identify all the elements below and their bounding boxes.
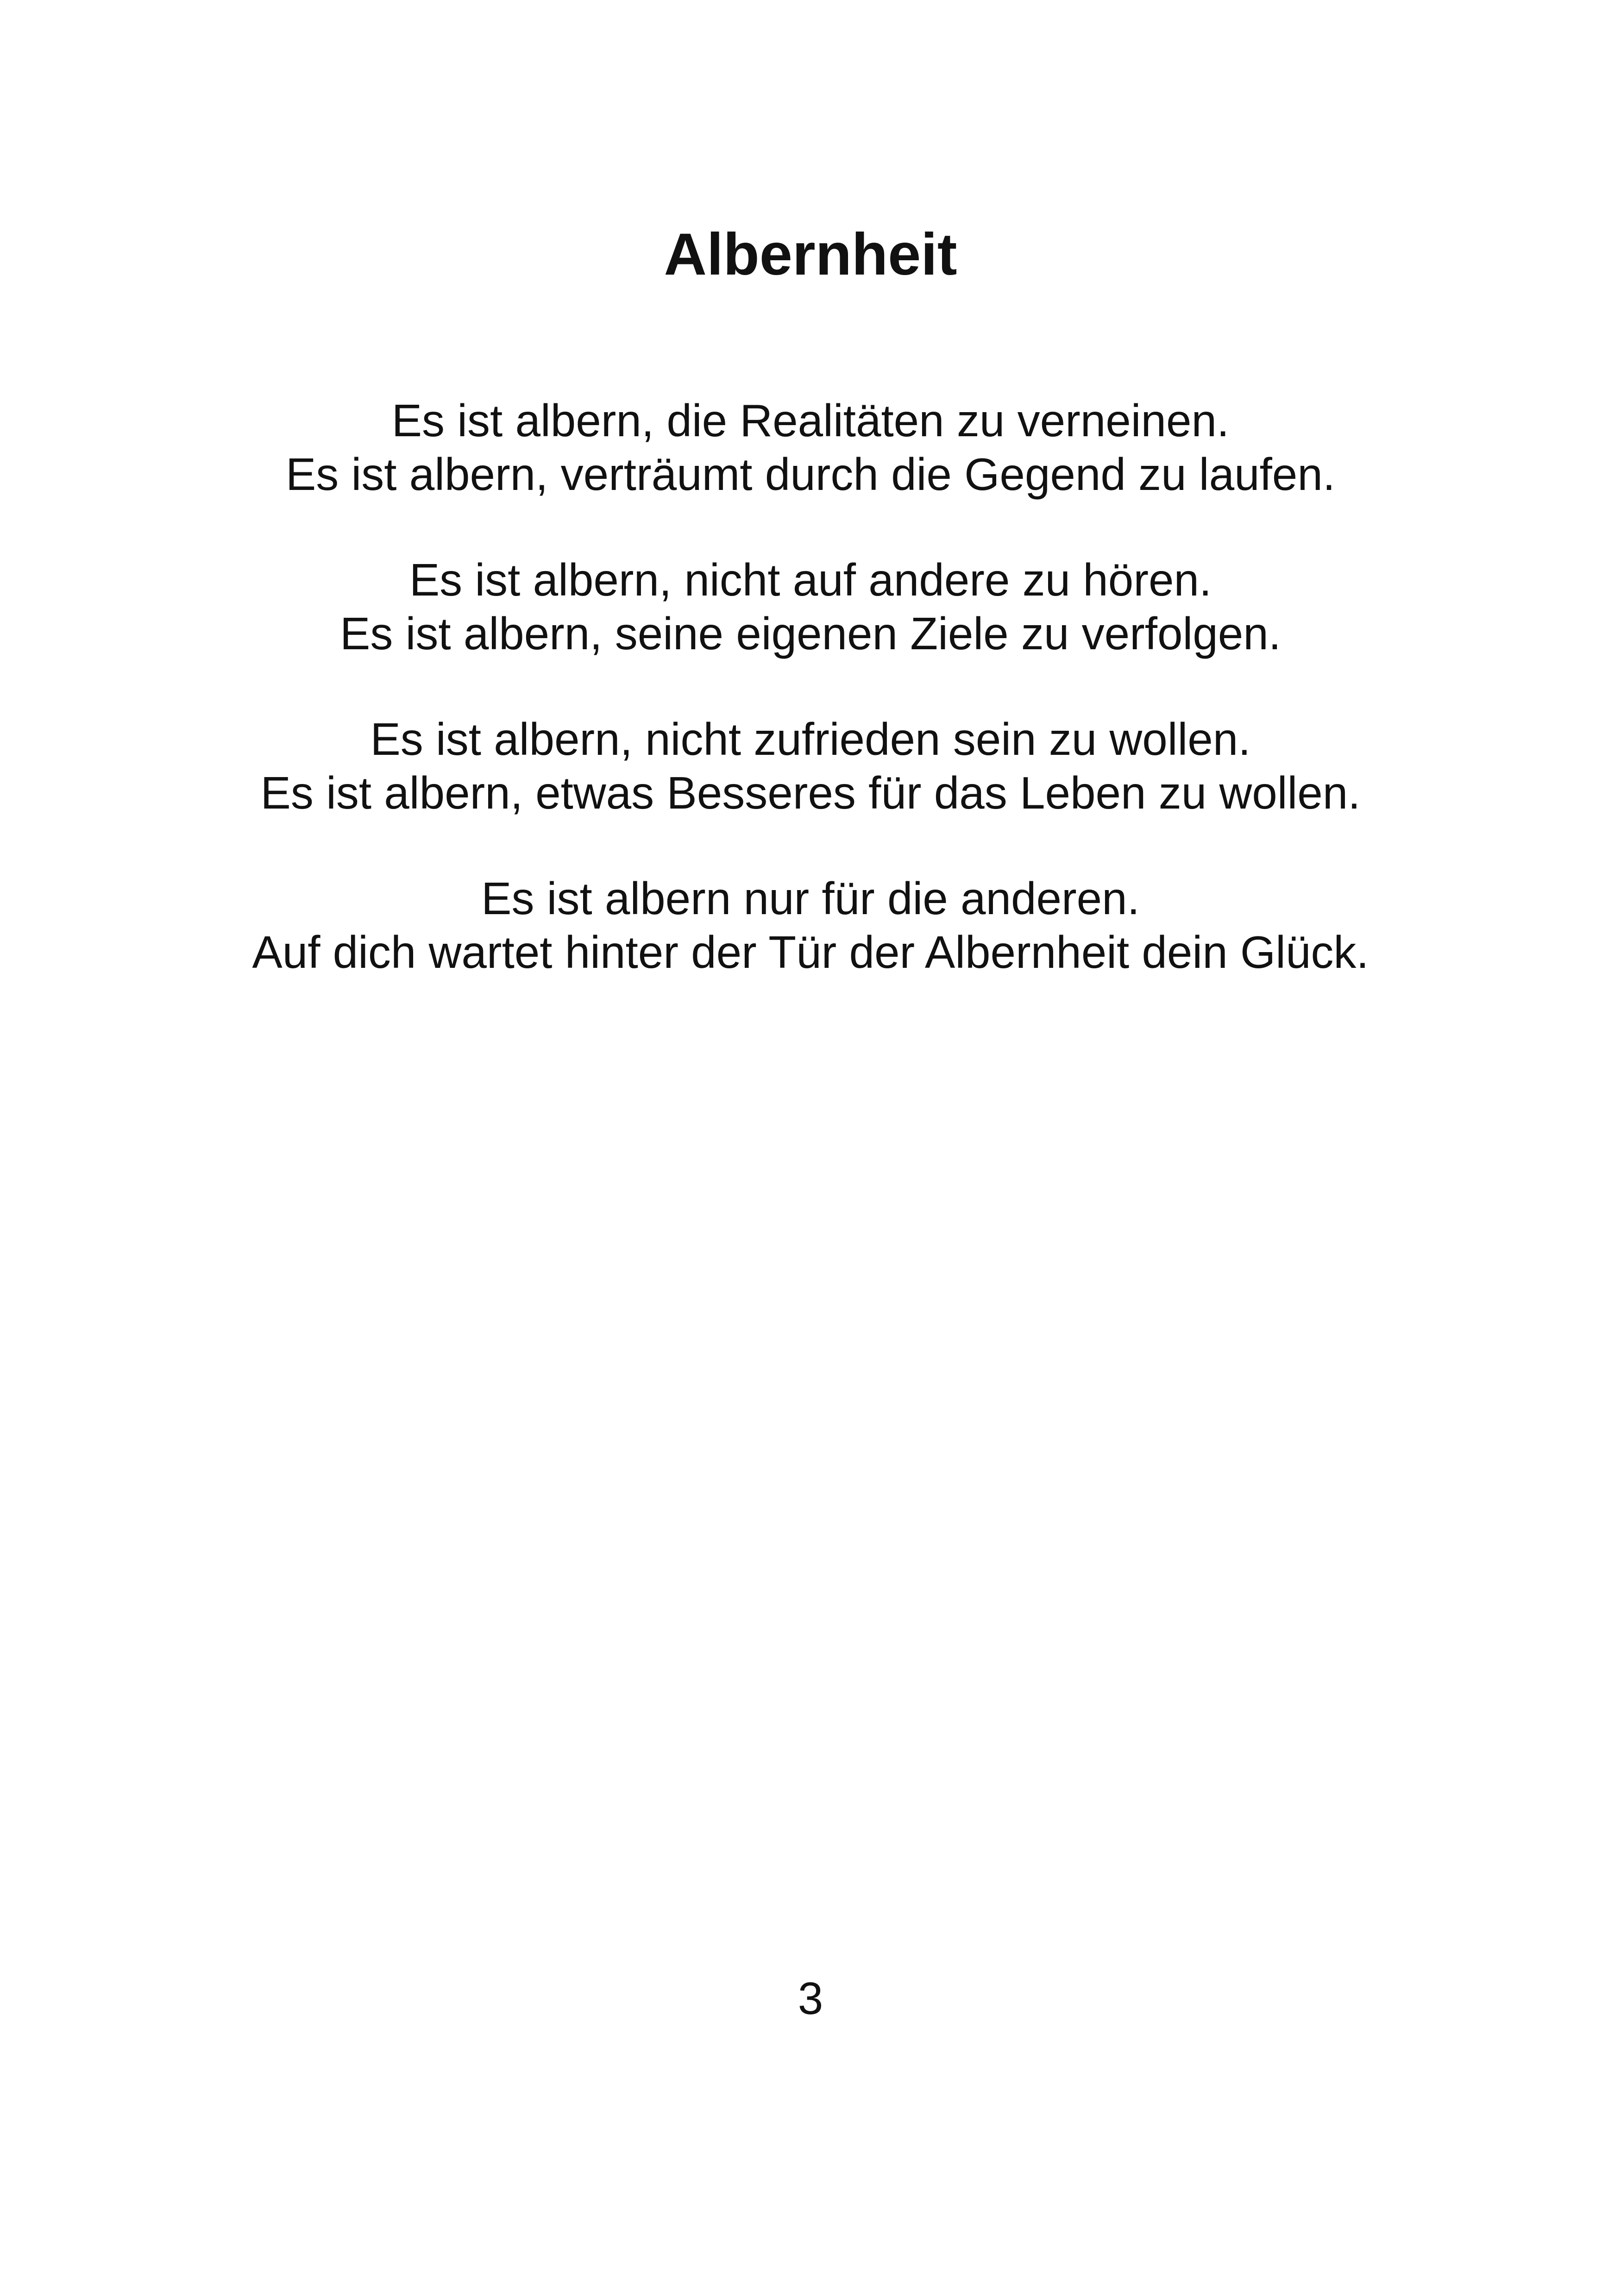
poem-line: Es ist albern, seine eigenen Ziele zu verfolgen.	[340, 608, 1281, 659]
stanza	[0, 712, 1621, 820]
stanza	[0, 872, 1621, 979]
page-title: Albernheit	[664, 221, 957, 288]
poem-line: Es ist albern, etwas Besseres für das Leben zu wollen.	[260, 767, 1361, 818]
poem-line: Auf dich wartet hinter der Tür der Albernheit dein Glück.	[252, 927, 1369, 978]
stanza	[0, 394, 1621, 501]
page-number: 3	[798, 1973, 823, 2024]
stanza	[0, 553, 1621, 660]
poem-line: Es ist albern nur für die anderen.	[481, 873, 1140, 924]
poem-body	[0, 394, 1621, 1031]
poem-line: Es ist albern, verträumt durch die Gegend zu laufen.	[285, 449, 1336, 500]
poem-line: Es ist albern, nicht auf andere zu hören.	[409, 554, 1212, 605]
poem-line: Es ist albern, die Realitäten zu verneinen.	[391, 395, 1230, 446]
poem-line: Es ist albern, nicht zufrieden sein zu wollen.	[370, 714, 1251, 765]
